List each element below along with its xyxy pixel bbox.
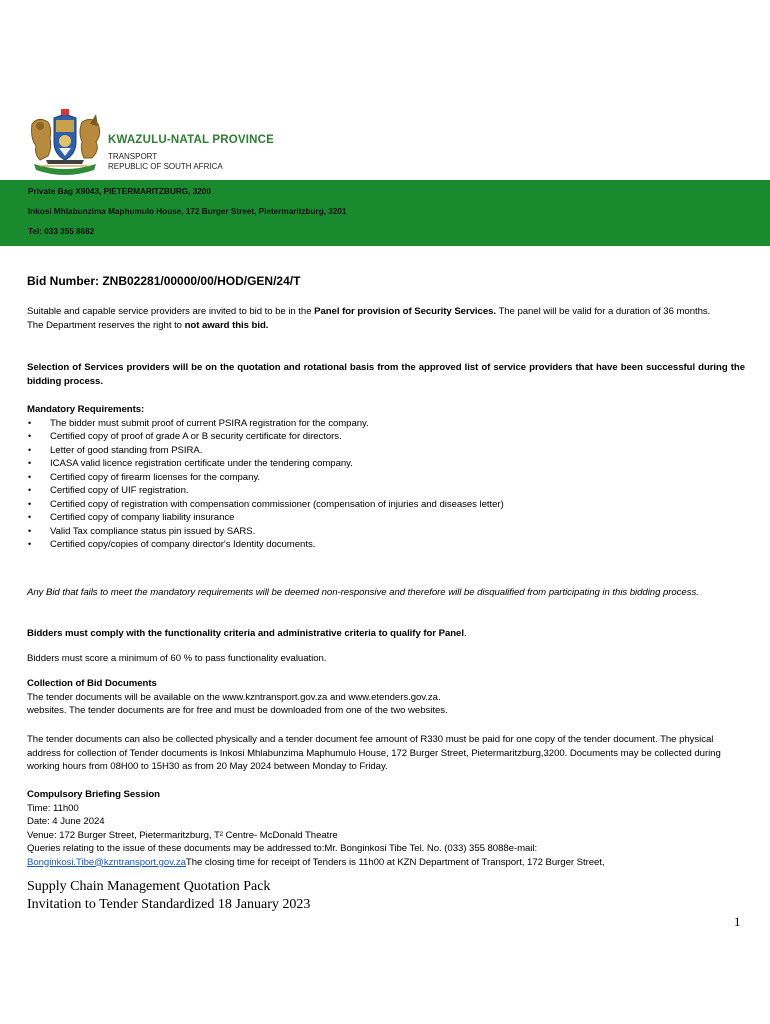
briefing-date: Date: 4 June 2024 bbox=[27, 816, 105, 827]
briefing-heading: Compulsory Briefing Session bbox=[27, 789, 160, 800]
requirements-list bbox=[27, 417, 745, 552]
province-name: KWAZULU-NATAL PROVINCE bbox=[108, 134, 275, 146]
collection-heading: Collection of Bid Documents bbox=[27, 678, 157, 689]
briefing-venue: Venue: 172 Burger Street, Pietermaritzburg, T² Centre- McDonald Theatre bbox=[27, 829, 338, 841]
functionality-bold: Bidders must comply with the functionality criteria and administrative criteria to qualify for Panel bbox=[27, 628, 464, 639]
disqualification-note: Any Bid that fails to meet the mandatory requirements will be deemed non-responsive and therefore will be disqualified from participating in this bidding process. bbox=[27, 587, 699, 598]
requirement-item: • Valid Tax compliance status pin issued by SARS. bbox=[27, 525, 745, 539]
footer-subtitle: Invitation to Tender Standardized 18 January 2023 bbox=[27, 897, 311, 912]
postal-address: Private Bag X9043, PIETERMARITZBURG, 3200 bbox=[28, 187, 211, 196]
intro-text: Suitable and capable service providers are invited to bid to be in the bbox=[27, 306, 315, 317]
requirement-item: • Letter of good standing from PSIRA. bbox=[27, 444, 745, 458]
intro-paragraph bbox=[27, 305, 745, 319]
requirement-item: • Certified copy of firearm licenses for the company. bbox=[27, 471, 745, 485]
closing-time-text: The closing time for receipt of Tenders is 11h00 at KZN Department of Transport, 172 Burger Street, bbox=[185, 856, 605, 868]
reserve-bold: not award this bid. bbox=[184, 319, 269, 331]
score-requirement: Bidders must score a minimum of 60 % to pass functionality evaluation. bbox=[27, 653, 327, 664]
intro-text-end: The panel will be valid for a duration of 36 months. bbox=[496, 306, 711, 317]
selection-paragraph: Selection of Services providers will be on the quotation and rotational basis from the approved list of service providers that have been successful during the bidding process. bbox=[27, 362, 745, 387]
page-number: 1 bbox=[734, 914, 741, 929]
requirement-item: • Certified copy of company liability insurance bbox=[27, 511, 745, 525]
closing-line bbox=[27, 856, 745, 870]
reserve-paragraph bbox=[27, 319, 745, 333]
collection-section bbox=[27, 677, 745, 718]
requirement-item: • ICASA valid licence registration certificate under the tendering company. bbox=[27, 457, 745, 471]
briefing-section bbox=[27, 788, 745, 869]
requirement-item: • The bidder must submit proof of current PSIRA registration for the company. bbox=[27, 417, 745, 431]
department-name bbox=[108, 152, 223, 172]
physical-address: Inkosi Mhlabunzima Maphumulo House, 172 Burger Street, Pietermaritzburg, 3201 bbox=[28, 207, 347, 216]
intro-section bbox=[27, 305, 745, 332]
briefing-time: Time: 11h00 bbox=[27, 802, 79, 814]
reserve-text: The Department reserves the right to bbox=[27, 319, 185, 331]
collection-line-2: websites. The tender documents are for free and must be downloaded from one of the two websites. bbox=[27, 705, 448, 716]
collection-physical-paragraph: The tender documents can also be collected physically and a tender document fee amount of R330 must be paid for one copy of the tender document. The physical address for collection of Tender documents is Inkosi Mhlabunzima Maphumulo House, 172 Burger Street, Pietermaritzburg,3200. Documents may be collected during working hours from 08H00 to 15H30 as from 20 May 2024 between Monday to Friday. bbox=[27, 734, 721, 772]
mandatory-section bbox=[27, 403, 745, 552]
requirement-item: • Certified copy of UIF registration. bbox=[27, 484, 745, 498]
country-line: REPUBLIC OF SOUTH AFRICA bbox=[108, 162, 223, 171]
requirement-item: • Certified copy/copies of company director's Identity documents. bbox=[27, 538, 745, 552]
mandatory-heading: Mandatory Requirements: bbox=[27, 404, 145, 415]
requirement-item: • Certified copy of registration with compensation commissioner (compensation of injuries and diseases letter) bbox=[27, 498, 745, 512]
bid-number: Bid Number: ZNB02281/00000/00/HOD/GEN/24/T bbox=[27, 274, 301, 288]
department-line: TRANSPORT bbox=[108, 152, 158, 161]
footer-title: Supply Chain Management Quotation Pack bbox=[27, 879, 271, 894]
briefing-queries: Queries relating to the issue of these documents may be addressed to:Mr. Bonginkosi Tibe Tel. No. (033) 355 8088e-mail: bbox=[27, 843, 538, 854]
functionality-criteria bbox=[27, 627, 745, 641]
contact-email-link[interactable]: Bonginkosi.Tibe@kzntransport.gov.za bbox=[27, 856, 186, 868]
coat-of-arms-logo bbox=[26, 108, 104, 182]
telephone: Tel: 033 355 8682 bbox=[28, 227, 95, 236]
address-band bbox=[0, 180, 770, 246]
functionality-end: . bbox=[463, 628, 467, 639]
requirement-item: • Certified copy of proof of grade A or B security certificate for directors. bbox=[27, 430, 745, 444]
intro-bold: Panel for provision of Security Services. bbox=[314, 306, 497, 317]
collection-line-1: The tender documents will be available on the www.kzntransport.gov.za and www.etenders.gov.za. bbox=[27, 691, 441, 703]
